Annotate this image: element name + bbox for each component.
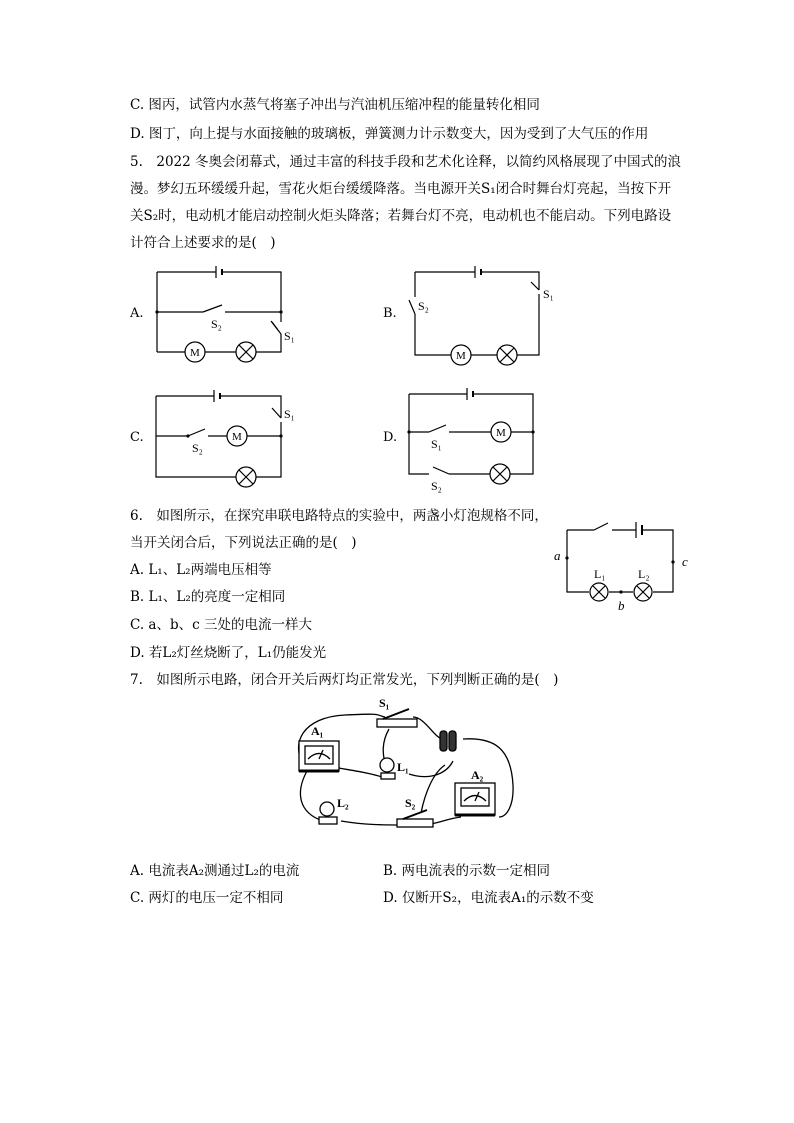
q5-option-d-label: D. xyxy=(383,430,398,445)
switch-label-s1: S₁ xyxy=(379,696,390,710)
q5-circuit-c xyxy=(150,390,300,490)
q6-stem-line2: 当开关闭合后，下列说法正确的是( ) xyxy=(130,535,357,551)
q7-option-a: A. 电流表A₂测通过L₂的电流 xyxy=(130,863,300,879)
q4-option-d: D. 图丁，向上提与水面接触的玻璃板，弹簧测力计示数变大，因为受到了大气压的作用 xyxy=(130,126,649,142)
switch-label-s1: S₁ xyxy=(284,407,295,421)
q5-stem-line3: 关S₂时，电动机才能启动控制火炬头降落；若舞台灯不亮，电动机也不能启动。下列电路设 xyxy=(130,208,672,224)
switch-label-s2: S₂ xyxy=(192,441,203,455)
q4-option-c: C. 图丙，试管内水蒸气将塞子冲出与汽油机压缩冲程的能量转化相同 xyxy=(130,97,540,113)
q6-option-d: D. 若L₂灯丝烧断了，L₁仍能发光 xyxy=(130,645,327,661)
q7-physical-circuit xyxy=(285,693,525,843)
ammeter-label-a2: A₂ xyxy=(471,768,484,782)
q5-stem-line1: 5. 2022 冬奥会闭幕式，通过丰富的科技手段和艺术化诠释，以简约风格展现了中国式的浪 xyxy=(130,154,682,170)
switch-label-s2: S₂ xyxy=(431,479,442,493)
switch-label-s1: S₁ xyxy=(284,329,295,343)
switch-label-s1: S₁ xyxy=(431,437,442,451)
switch-label-s1: S₁ xyxy=(543,287,554,301)
lamp-label-l1: L₁ xyxy=(397,760,409,774)
q5-stem-line4: 计符合上述要求的是( ) xyxy=(130,235,276,251)
lamp-label-l2: L₂ xyxy=(337,796,349,810)
lamp-label-l2: L₂ xyxy=(638,567,650,581)
q6-option-c: C. a、b、c 三处的电流一样大 xyxy=(130,617,312,633)
motor-label: M xyxy=(190,347,200,359)
switch-label-s2: S₂ xyxy=(211,317,222,331)
q7-option-b: B. 两电流表的示数一定相同 xyxy=(383,863,551,879)
point-b: b xyxy=(618,598,625,613)
motor-label: M xyxy=(496,427,506,439)
point-c: c xyxy=(682,554,688,569)
q6-option-a: A. L₁、L₂两端电压相等 xyxy=(130,562,272,578)
q6-series-circuit xyxy=(550,512,700,618)
motor-label: M xyxy=(232,431,242,443)
q7-stem: 7. 如图所示电路，闭合开关后两灯均正常发光，下列判断正确的是( ) xyxy=(130,672,559,688)
q5-option-b-label: B. xyxy=(383,306,397,321)
q5-option-a-label: A. xyxy=(130,306,144,321)
q5-circuit-a xyxy=(150,262,300,362)
switch-label-s2: S₂ xyxy=(405,796,416,810)
motor-label: M xyxy=(456,350,466,362)
q5-stem-line2: 漫。梦幻五环缓缓升起，雪花火炬台缓缓降落。当电源开关S₁闭合时舞台灯亮起，当按下开 xyxy=(130,181,672,197)
q7-option-d: D. 仅断开S₂，电流表A₁的示数不变 xyxy=(383,890,594,906)
q6-stem-line1: 6. 如图所示，在探究串联电路特点的实验中，两盏小灯泡规格不同， xyxy=(130,508,548,524)
point-a: a xyxy=(554,548,561,563)
ammeter-label-a1: A₁ xyxy=(311,724,324,738)
q5-option-c-label: C. xyxy=(130,430,144,445)
q5-circuit-d xyxy=(405,386,555,496)
q7-option-c: C. 两灯的电压一定不相同 xyxy=(130,890,284,906)
switch-label-s2: S₂ xyxy=(418,299,429,313)
lamp-label-l1: L₁ xyxy=(594,567,606,581)
q6-option-b: B. L₁、L₂的亮度一定相同 xyxy=(130,589,286,605)
q5-circuit-b xyxy=(405,262,555,362)
